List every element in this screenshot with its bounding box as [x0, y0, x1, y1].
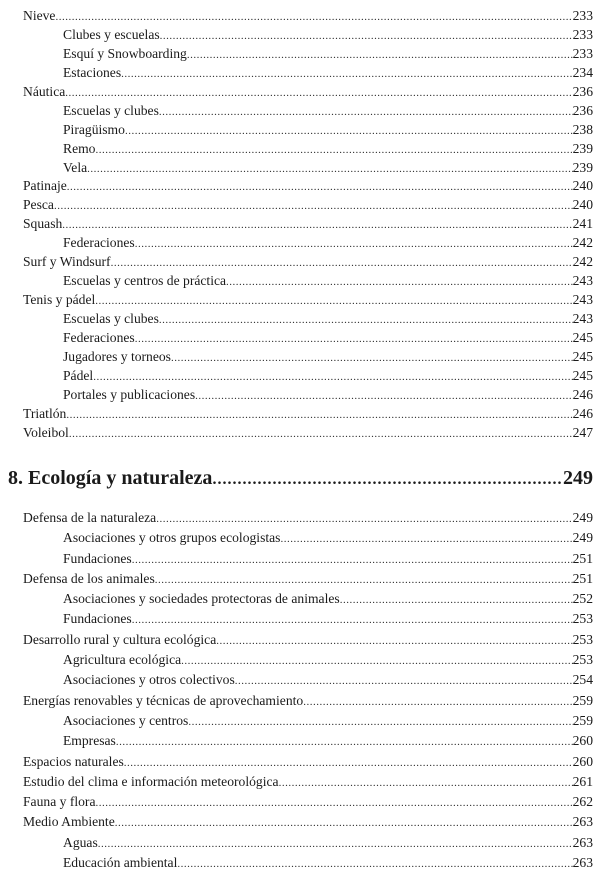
entry-title: Estudio del clima e información meteorológica — [23, 773, 279, 789]
entry-title: Surf y Windsurf — [23, 254, 111, 270]
toc-subentry[interactable] — [23, 853, 593, 873]
toc-entry[interactable] — [23, 812, 593, 832]
dot-leader — [95, 141, 572, 159]
dot-leader — [235, 671, 573, 690]
toc-entry[interactable] — [23, 291, 593, 310]
entry-page: 260 — [572, 753, 593, 769]
dot-leader — [155, 570, 573, 589]
entry-title: Asociaciones y sociedades protectoras de animales — [63, 591, 340, 607]
dot-leader — [132, 550, 573, 569]
entry-title: Pesca — [23, 197, 54, 213]
toc-subentry[interactable] — [23, 272, 593, 291]
entry-page: 251 — [572, 570, 593, 586]
entry-title: Educación ambiental — [63, 855, 178, 871]
dot-leader — [212, 471, 563, 489]
toc-subentry[interactable] — [23, 386, 593, 405]
entry-title: Remo — [63, 140, 96, 156]
entry-page: 238 — [572, 121, 593, 137]
toc-subentry[interactable] — [23, 26, 593, 45]
entry-title: Triatlón — [23, 405, 67, 421]
dot-leader — [124, 753, 573, 772]
dot-leader — [95, 292, 572, 310]
entry-title: Escuelas y clubes — [63, 102, 159, 118]
entry-title: Vela — [63, 159, 88, 175]
chapter-heading[interactable] — [8, 467, 593, 490]
entry-page: 254 — [572, 672, 593, 688]
toc-entry[interactable] — [23, 215, 593, 234]
dot-leader — [159, 311, 573, 329]
dot-leader — [188, 712, 572, 731]
toc-subentry[interactable] — [23, 650, 593, 670]
entry-title: Federaciones — [63, 235, 135, 251]
dot-leader — [226, 273, 573, 291]
entry-page: 252 — [572, 591, 593, 607]
toc-subentry[interactable] — [23, 45, 593, 64]
toc-entry[interactable] — [23, 772, 593, 792]
entry-title: Escuelas y clubes — [63, 311, 159, 326]
toc-entry[interactable] — [23, 196, 593, 215]
entry-page: 246 — [572, 405, 593, 421]
entry-page: 259 — [572, 712, 593, 728]
toc-subentry[interactable] — [23, 589, 593, 609]
entry-page: 251 — [572, 550, 593, 566]
dot-leader — [87, 160, 572, 178]
entry-page: 261 — [572, 773, 593, 789]
dot-leader — [181, 651, 572, 670]
entry-title: Tenis y pádel — [23, 292, 96, 308]
entry-page: 240 — [572, 197, 593, 213]
entry-page: 259 — [572, 692, 593, 708]
dot-leader — [66, 406, 572, 424]
dot-leader — [340, 590, 573, 609]
toc-entry[interactable] — [23, 752, 593, 772]
toc-subentry[interactable] — [23, 348, 593, 367]
entry-title: Medio Ambiente — [23, 814, 115, 830]
entry-page: 245 — [572, 348, 593, 364]
toc-subentry[interactable] — [23, 310, 593, 329]
entry-title: Patinaje — [23, 178, 67, 194]
entry-title: Asociaciones y otros grupos ecologistas — [63, 530, 281, 546]
dot-leader — [121, 65, 572, 83]
dot-leader — [280, 529, 572, 548]
entry-title: Náutica — [23, 83, 66, 99]
dot-leader — [93, 368, 572, 386]
entry-title: Squash — [23, 216, 63, 232]
entry-title: Pádel — [63, 367, 94, 383]
entry-page: 243 — [572, 273, 593, 289]
toc-subentry[interactable] — [23, 121, 593, 140]
entry-title: Aguas — [63, 834, 98, 850]
toc-entry[interactable] — [23, 630, 593, 650]
entry-page: 263 — [572, 855, 593, 871]
entry-page: 253 — [572, 611, 593, 627]
toc-subentry[interactable] — [23, 528, 593, 548]
entry-title: Agricultura ecológica — [63, 652, 182, 668]
toc-entry[interactable] — [23, 7, 593, 26]
dot-leader — [54, 197, 573, 215]
toc-subentry[interactable] — [23, 234, 593, 253]
entry-title: Asociaciones y centros — [63, 712, 189, 728]
toc-subentry[interactable] — [23, 833, 593, 853]
entry-title: Voleibol — [23, 424, 69, 440]
entry-page: 263 — [572, 814, 593, 830]
toc-entry[interactable] — [23, 83, 593, 102]
entry-title: Fauna y flora — [23, 794, 96, 810]
entry-title: Piragüismo — [63, 121, 125, 137]
toc-entry[interactable] — [23, 691, 593, 711]
dot-leader — [125, 122, 573, 140]
entry-title: Clubes y escuelas — [63, 26, 160, 42]
entry-page: 233 — [572, 26, 593, 42]
entry-page: 236 — [572, 102, 593, 118]
entry-page: 243 — [572, 292, 593, 308]
entry-title: Nieve — [23, 8, 56, 23]
dot-leader — [62, 216, 572, 234]
dot-leader — [55, 8, 572, 26]
entry-page: 236 — [572, 83, 593, 99]
toc-subentry[interactable] — [23, 549, 593, 569]
entry-title: Defensa de la naturaleza — [23, 510, 157, 525]
entry-page: 253 — [572, 652, 593, 668]
entry-page: 245 — [572, 367, 593, 383]
dot-leader — [177, 854, 572, 873]
entry-title: Desarrollo rural y cultura ecológica — [23, 631, 217, 647]
toc-section-ecology — [23, 508, 593, 873]
dot-leader — [69, 425, 573, 443]
toc-subentry[interactable] — [23, 609, 593, 629]
toc-subentry[interactable] — [23, 64, 593, 83]
entry-title: Escuelas y centros de práctica — [63, 273, 227, 289]
toc-entry[interactable] — [23, 177, 593, 196]
entry-title: Estaciones — [63, 64, 122, 80]
entry-page: 234 — [572, 64, 593, 80]
toc-subentry[interactable] — [23, 731, 593, 751]
entry-title: Federaciones — [63, 329, 135, 345]
entry-title: Asociaciones y otros colectivos — [63, 672, 235, 688]
entry-page: 241 — [572, 216, 593, 232]
dot-leader — [65, 84, 572, 102]
entry-title: Jugadores y torneos — [63, 348, 171, 364]
entry-page: 240 — [572, 178, 593, 194]
dot-leader — [98, 834, 573, 853]
toc-entry[interactable] — [23, 508, 593, 528]
entry-page: 263 — [572, 834, 593, 850]
dot-leader — [132, 610, 573, 629]
toc-section-sports — [23, 7, 593, 443]
entry-title: Empresas — [63, 733, 116, 749]
dot-leader — [95, 793, 572, 812]
entry-page: 233 — [572, 8, 593, 23]
entry-page: 233 — [572, 45, 593, 61]
entry-page: 253 — [572, 631, 593, 647]
dot-leader — [279, 773, 573, 792]
dot-leader — [303, 692, 572, 711]
toc-subentry[interactable] — [23, 102, 593, 121]
dot-leader — [67, 178, 573, 196]
dot-leader — [160, 27, 573, 45]
entry-page: 242 — [572, 235, 593, 251]
toc-entry[interactable] — [23, 424, 593, 443]
entry-page: 260 — [572, 733, 593, 749]
entry-page: 242 — [572, 254, 593, 270]
chapter-page: 249 — [563, 467, 593, 489]
dot-leader — [135, 235, 573, 253]
entry-title: Energías renovables y técnicas de aprovechamiento — [23, 692, 304, 708]
entry-title: Esquí y Snowboarding — [63, 45, 187, 61]
dot-leader — [216, 631, 572, 650]
dot-leader — [171, 349, 573, 367]
toc-entry[interactable] — [23, 253, 593, 272]
entry-title: Espacios naturales — [23, 753, 124, 769]
toc-entry[interactable] — [23, 792, 593, 812]
dot-leader — [159, 103, 573, 121]
dot-leader — [156, 509, 572, 528]
entry-page: 239 — [572, 159, 593, 175]
entry-page: 239 — [572, 140, 593, 156]
entry-title: Defensa de los animales — [23, 570, 155, 586]
toc-subentry[interactable] — [23, 140, 593, 159]
toc-subentry[interactable] — [23, 711, 593, 731]
dot-leader — [115, 813, 573, 832]
entry-page: 245 — [572, 329, 593, 345]
entry-page: 243 — [572, 311, 593, 326]
dot-leader — [135, 330, 573, 348]
entry-page: 249 — [572, 530, 593, 546]
dot-leader — [187, 46, 573, 64]
entry-page: 246 — [572, 386, 593, 402]
toc-entry[interactable] — [23, 405, 593, 424]
chapter-title: 8. Ecología y naturaleza — [8, 467, 213, 489]
entry-title: Portales y publicaciones — [63, 386, 196, 402]
toc-entry[interactable] — [23, 569, 593, 589]
entry-title: Fundaciones — [63, 550, 132, 566]
toc-subentry[interactable] — [23, 329, 593, 348]
dot-leader — [111, 254, 573, 272]
toc-subentry[interactable] — [23, 367, 593, 386]
entry-page: 262 — [572, 794, 593, 810]
toc-subentry[interactable] — [23, 670, 593, 690]
entry-page: 247 — [572, 424, 593, 440]
entry-page: 249 — [572, 510, 593, 525]
toc-subentry[interactable] — [23, 159, 593, 178]
dot-leader — [195, 387, 572, 405]
entry-title: Fundaciones — [63, 611, 132, 627]
dot-leader — [116, 732, 573, 751]
